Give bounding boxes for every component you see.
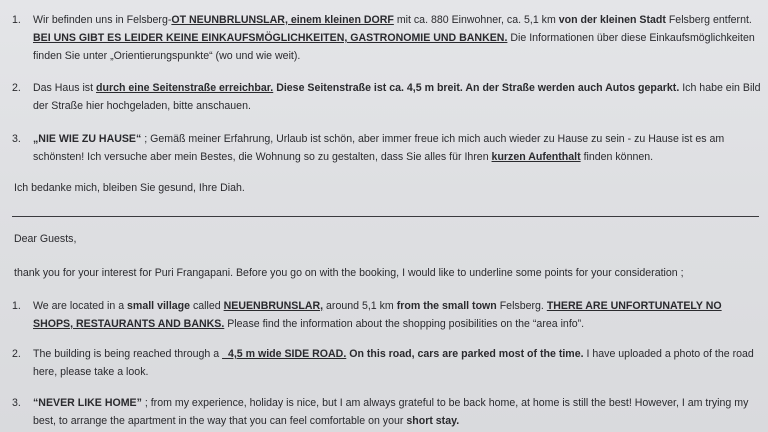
text-run: The building is being reached through a: [33, 348, 223, 360]
list-item-text: [33, 297, 762, 333]
list-number: 2.: [12, 348, 21, 360]
village-name-emphasis: NEUENBRUNSLAR,: [223, 300, 324, 312]
list-number: 1.: [12, 300, 21, 312]
town-emphasis: von der kleinen Stadt: [558, 14, 666, 26]
short-stay-emphasis: short stay.: [406, 415, 460, 427]
de-closing: Ich bedanke mich, bleiben Sie gesund, Ihre Diah.: [14, 182, 245, 194]
en-item-2: [12, 345, 762, 381]
never-like-home-heading: „NIE WIE ZU HAUSE“: [33, 133, 142, 145]
text-run: around 5,1 km: [323, 300, 397, 312]
never-like-home-heading: “NEVER LIKE HOME”: [33, 397, 142, 409]
text-run: We are located in a: [33, 300, 128, 312]
list-item-text: [33, 345, 762, 381]
en-greeting: Dear Guests,: [14, 233, 77, 245]
text-run: I have uploaded a photo of the road here, please take a look.: [33, 348, 754, 378]
short-stay-emphasis: kurzen Aufenthalt: [491, 151, 581, 163]
text-run: Felsberg entfernt.: [665, 14, 752, 26]
list-number: 3.: [12, 397, 21, 409]
village-name-emphasis: OT NEUNBRLUNSLAR, einem kleinen DORF: [171, 14, 394, 26]
text-run: ; Gemäß meiner Erfahrung, Urlaub ist schön, aber immer freue ich mich auch wieder zu Hause zu sein - zu Hause ist es am schönsten! Ich versuche aber mein Bestes, die Wohnung so zu gestalten, dass Sie alles für Ihren: [33, 133, 725, 163]
list-number: 1.: [12, 14, 21, 26]
text-run: Die Informationen über diese Einkaufsmöglichkeiten finden Sie unter „Orientierungspunkte“ (wo und wie weit).: [33, 32, 755, 62]
small-village-emphasis: small village: [127, 300, 191, 312]
de-item-2: [12, 79, 762, 115]
text-run: Das Haus ist: [33, 82, 96, 94]
list-number: 2.: [12, 82, 21, 94]
en-intro: thank you for your interest for Puri Frangapani. Before you go on with the booking, I would like to underline some points for your consideration ;: [14, 267, 684, 279]
list-item-text: [33, 79, 762, 115]
road-width-emphasis: Diese Seitenstraße ist ca. 4,5 m breit. An der Straße werden auch Autos geparkt.: [276, 82, 680, 94]
text-run: mit ca. 880 Einwohner, ca. 5,1 km: [393, 14, 559, 26]
side-road-emphasis: _4,5 m wide SIDE ROAD.: [222, 348, 347, 360]
de-item-3: [12, 130, 762, 166]
no-shops-warning: BEI UNS GIBT ES LEIDER KEINE EINKAUFSMÖGLICHKEITEN, GASTRONOMIE UND BANKEN.: [33, 32, 508, 44]
en-item-1: [12, 297, 762, 333]
en-item-3: [12, 394, 762, 430]
de-item-1: [12, 11, 762, 65]
list-item-text: [33, 130, 762, 166]
text-run: ; from my experience, holiday is nice, but I am always grateful to be back home, at home is still the best! However, I am trying my best, to arrange the apartment in the way that you can feel comfortable on your: [33, 397, 749, 427]
text-run: Please find the information about the shopping posibilities on the “area info”.: [224, 318, 585, 330]
no-shops-warning: THERE ARE UNFORTUNATELY NO SHOPS, RESTAURANTS AND BANKS.: [33, 300, 722, 330]
text-run: called: [190, 300, 224, 312]
side-road-emphasis: durch eine Seitenstraße erreichbar.: [96, 82, 274, 94]
town-emphasis: from the small town: [396, 300, 497, 312]
list-number: 3.: [12, 133, 21, 145]
list-item-text: [33, 394, 762, 430]
text-run: finden können.: [580, 151, 654, 163]
section-divider: [12, 216, 759, 217]
list-item-text: [33, 11, 762, 65]
parked-cars-emphasis: On this road, cars are parked most of the time.: [349, 348, 584, 360]
text-run: Ich habe ein Bild der Straße hier hochgeladen, bitte anschauen.: [33, 82, 761, 112]
text-run: Felsberg.: [496, 300, 547, 312]
text-run: Wir befinden uns in Felsberg-: [33, 14, 172, 26]
